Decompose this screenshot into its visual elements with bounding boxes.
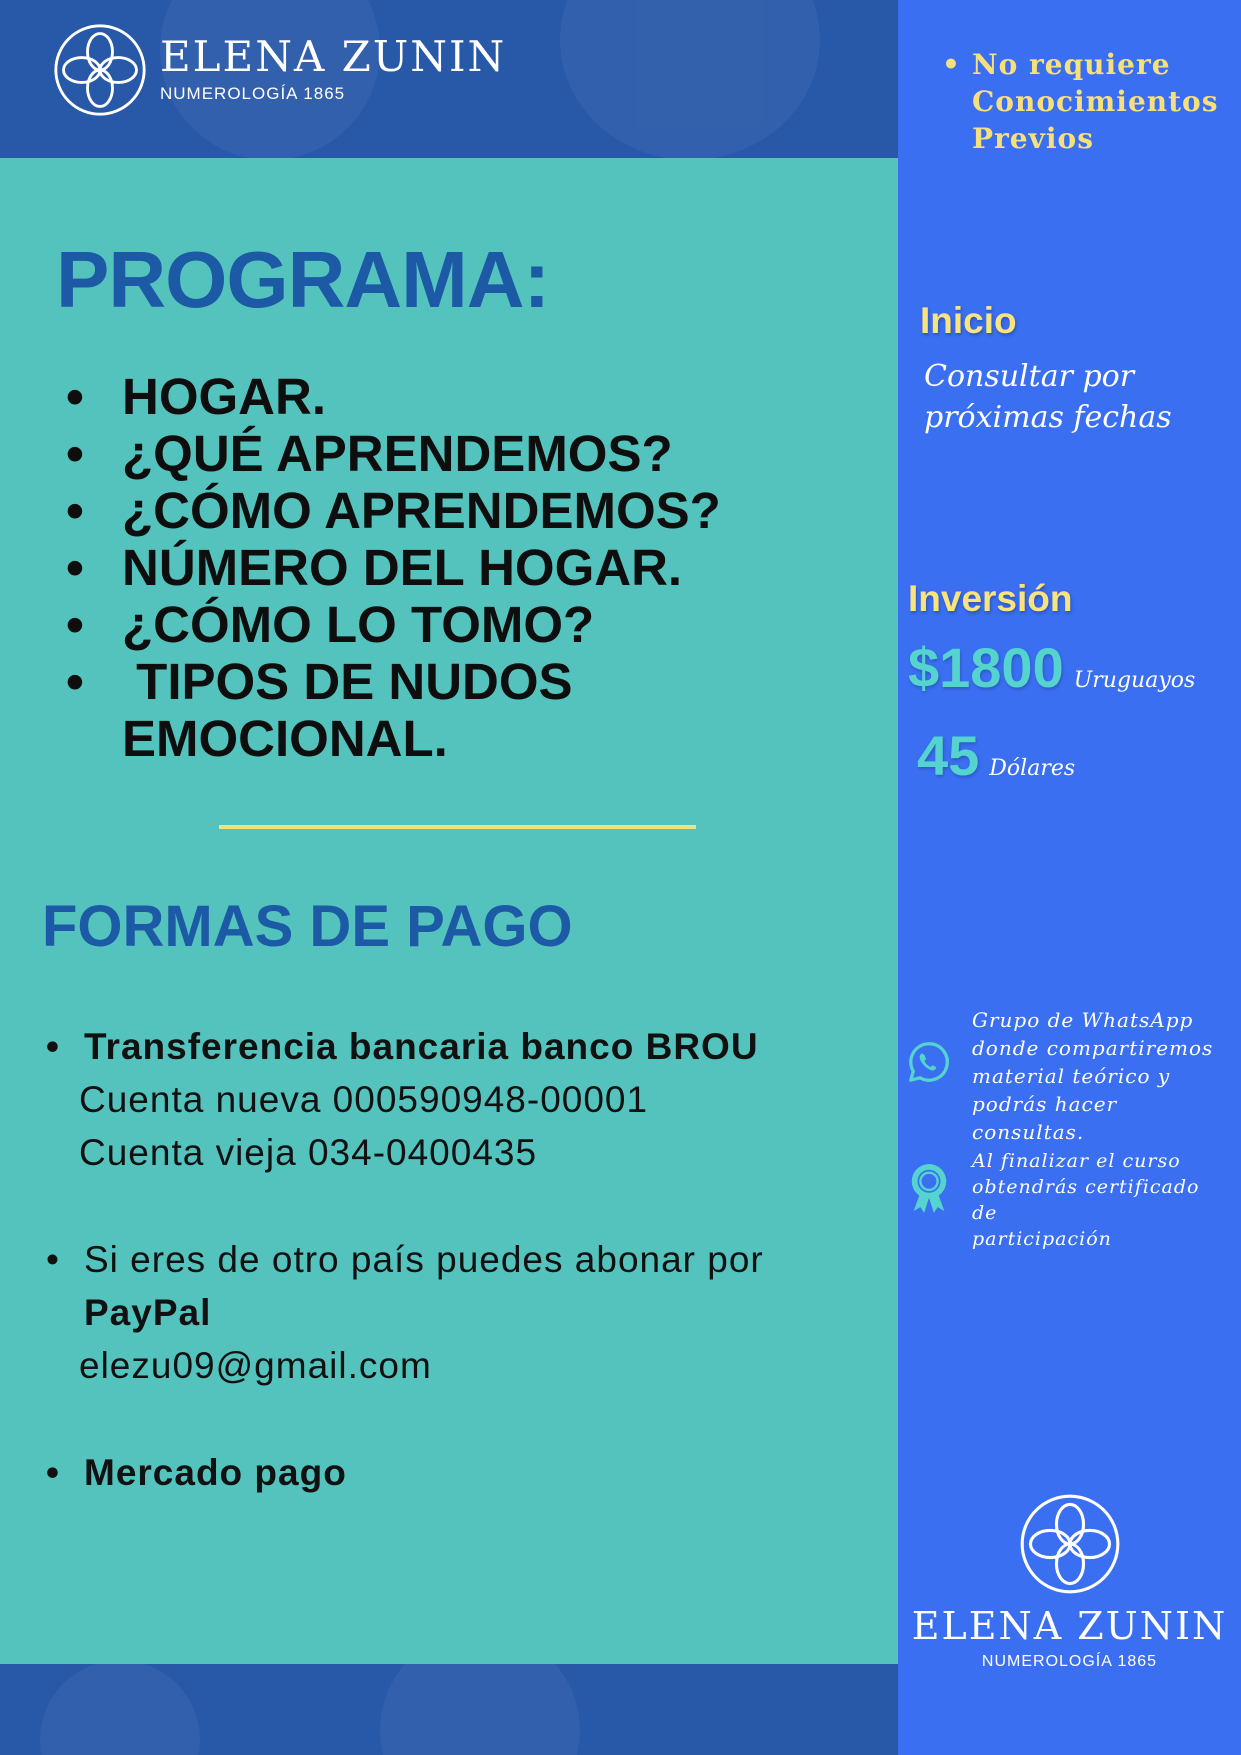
payment-transferencia [46, 1020, 759, 1179]
cuenta-nueva: Cuenta nueva 000590948-00001 [79, 1079, 649, 1120]
whatsapp-feature [906, 1006, 1227, 1146]
price-usd-value: 45 [917, 724, 980, 787]
price-uy-value: $1800 [908, 636, 1064, 699]
brand-logo [52, 22, 506, 118]
certificate-line: Al finalizar el curso [972, 1150, 1181, 1172]
brand-subtitle: NUMEROLOGÍA 1865 [981, 1653, 1158, 1670]
inversion-title: Inversión [908, 578, 1073, 619]
programa-list [66, 368, 802, 767]
brand-name: ELENA ZUNIN [160, 32, 507, 81]
mercado-pago-label: • Mercado pago [46, 1446, 347, 1499]
whatsapp-line: material teórico y [972, 1064, 1171, 1088]
requirement-note [942, 46, 1219, 157]
flower-logo-icon [1018, 1492, 1122, 1596]
cuenta-vieja: Cuenta vieja 034-0400435 [79, 1132, 538, 1173]
requirement-line: • No requiere [942, 46, 1219, 83]
whatsapp-line: podrás hacer consultas. [972, 1092, 1118, 1144]
brand-subtitle: NUMEROLOGÍA 1865 [160, 84, 346, 103]
certificate-line: participación [972, 1228, 1112, 1250]
inicio-line: Consultar por [924, 359, 1135, 394]
paypal-text: • Si eres de otro país puedes abonar por [46, 1233, 764, 1286]
logo-text [160, 32, 507, 104]
requirement-line: Conocimientos [972, 85, 1219, 118]
inicio-line: próximas fechas [924, 400, 1172, 435]
whatsapp-line: Grupo de WhatsApp [972, 1008, 1194, 1032]
programa-item: • HOGAR. [66, 368, 802, 425]
price-uy-unit: Uruguayos [1073, 668, 1196, 693]
inicio-title: Inicio [920, 300, 1017, 341]
flower-logo-icon [52, 22, 148, 118]
section-divider [219, 825, 696, 829]
price-dolares [917, 724, 1076, 787]
formas-de-pago-title: FORMAS DE PAGO [42, 894, 573, 959]
paypal-label: PayPal [84, 1292, 212, 1333]
requirement-line: Previos [972, 122, 1094, 155]
programa-item: • ¿QUÉ APRENDEMOS? [66, 425, 802, 482]
programa-item: • TIPOS DE NUDOS EMOCIONAL. [66, 653, 802, 767]
whatsapp-icon [906, 1034, 952, 1090]
certificate-feature [906, 1148, 1227, 1252]
footer-band [0, 1664, 898, 1755]
transferencia-label: • Transferencia bancaria banco BROU [46, 1020, 759, 1073]
price-uruguayos [908, 636, 1196, 699]
whatsapp-line: donde compartiremos [972, 1036, 1214, 1060]
price-usd-unit: Dólares [989, 756, 1076, 781]
paypal-email: elezu09@gmail.com [79, 1345, 432, 1386]
payment-paypal [46, 1233, 764, 1392]
brand-name: ELENA ZUNIN [911, 1604, 1228, 1648]
whatsapp-text [972, 1006, 1227, 1146]
programa-item: • ¿CÓMO LO TOMO? [66, 596, 802, 653]
certificate-line: obtendrás certificado de [972, 1176, 1200, 1224]
programa-title: PROGRAMA: [56, 235, 550, 324]
award-ribbon-icon [906, 1160, 952, 1216]
programa-item: • NÚMERO DEL HOGAR. [66, 539, 802, 596]
brand-logo-bottom [898, 1492, 1241, 1671]
certificate-text [972, 1148, 1227, 1252]
programa-item: • ¿CÓMO APRENDEMOS? [66, 482, 802, 539]
payment-mercado-pago [46, 1446, 347, 1499]
inicio-text [924, 356, 1172, 438]
